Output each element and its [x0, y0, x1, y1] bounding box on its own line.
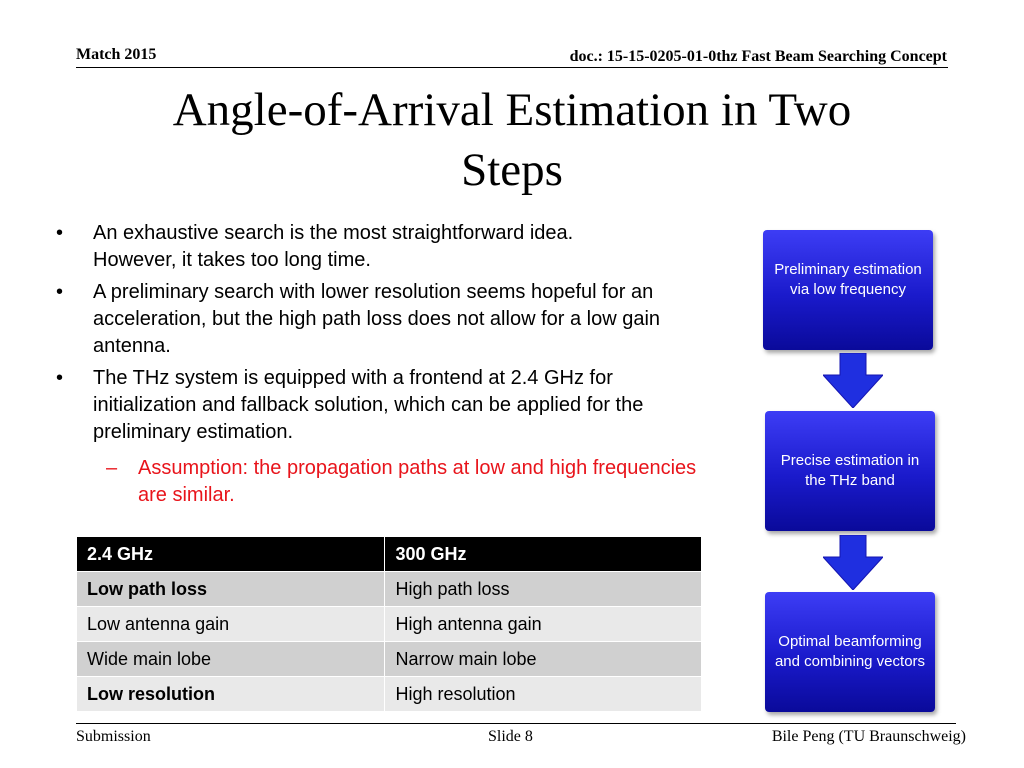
- bullet-item: [52, 220, 662, 274]
- slide-title: Angle-of-Arrival Estimation in Two Steps: [172, 84, 852, 196]
- bullet-marker: •: [56, 222, 64, 244]
- table-row: [77, 642, 702, 677]
- table-cell: Narrow main lobe: [385, 642, 702, 677]
- flow-step-preliminary: [763, 230, 933, 350]
- comparison-table: [77, 537, 702, 712]
- header-divider: [76, 67, 948, 68]
- flow-step-precise: [765, 411, 935, 531]
- bullet-list: [52, 220, 662, 451]
- sub-bullet-marker: –: [106, 457, 118, 479]
- bullet-marker: •: [56, 367, 64, 389]
- flow-step-label: Preliminary estimation via low frequency: [774, 261, 922, 298]
- bullet-marker: •: [56, 281, 64, 303]
- table-cell: Low path loss: [77, 572, 385, 607]
- bullet-text: A preliminary search with lower resolution seems hopeful for an acceleration, but the high path loss does not allow for a low gain antenna.: [93, 281, 661, 357]
- sub-bullet-assumption: [106, 455, 698, 509]
- down-arrow-icon: [823, 535, 883, 590]
- table-row: [77, 677, 702, 712]
- table-cell: Low antenna gain: [77, 607, 385, 642]
- header-doc-id: doc.: 15-15-0205-01-0thz Fast Beam Searching Concept: [569, 48, 947, 65]
- table-cell: Low resolution: [77, 677, 385, 712]
- table-header-cell: 2.4 GHz: [77, 537, 385, 572]
- footer-slide-number: Slide 8: [488, 728, 533, 745]
- table-cell: High path loss: [385, 572, 702, 607]
- footer-divider: [76, 723, 956, 724]
- bullet-text: The THz system is equipped with a frontend at 2.4 GHz for initialization and fallback solution, which can be applied for the preliminary estimation.: [93, 367, 644, 443]
- table-cell: High antenna gain: [385, 607, 702, 642]
- flow-step-label: Precise estimation in the THz band: [780, 452, 920, 489]
- header-date: Match 2015: [76, 46, 157, 63]
- down-arrow-icon: [823, 353, 883, 408]
- table-row: [77, 572, 702, 607]
- table-header-cell: 300 GHz: [385, 537, 702, 572]
- sub-bullet-text: Assumption: the propagation paths at low and high frequencies are similar.: [138, 457, 697, 506]
- bullet-text: An exhaustive search is the most straightforward idea. However, it takes too long time.: [93, 222, 574, 271]
- flow-step-optimal: [765, 592, 935, 712]
- bullet-item: [52, 365, 662, 446]
- table-cell: Wide main lobe: [77, 642, 385, 677]
- footer-submission: Submission: [76, 728, 151, 745]
- table-header-row: [77, 537, 702, 572]
- table-row: [77, 607, 702, 642]
- bullet-item: [52, 279, 662, 360]
- flow-step-label: Optimal beamforming and combining vectors: [774, 633, 926, 670]
- footer-author: Bile Peng (TU Braunschweig): [771, 728, 966, 745]
- table-cell: High resolution: [385, 677, 702, 712]
